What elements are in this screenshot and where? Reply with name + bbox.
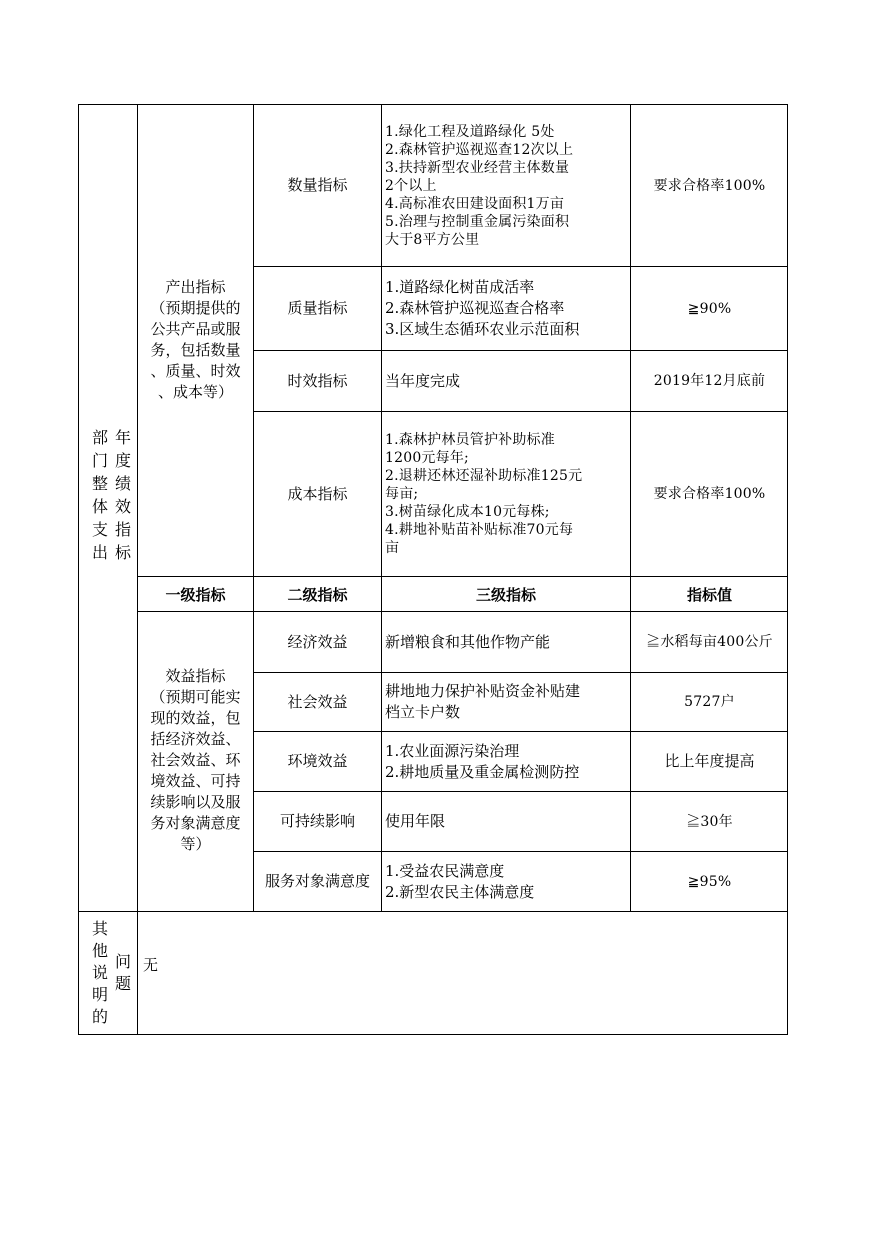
level3-cell: 新增粮食和其他作物产能 [385, 632, 551, 651]
header-level3: 三级指标 [475, 585, 536, 604]
issue-label: 问 题 [114, 952, 131, 993]
other-content: 无 [143, 955, 159, 974]
annual-label: 年 度 绩 效 指 标 [114, 428, 131, 562]
level3-cell: 当年度完成 [385, 371, 461, 390]
value-cell: ≧30年 [686, 813, 733, 830]
header-value: 指标值 [686, 585, 732, 604]
level2-cell: 可持续影响 [279, 812, 355, 830]
level2-cell: 服务对象满意度 [264, 872, 370, 890]
level3-cell: 1.受益农民满意度 2.新型农民主体满意度 [385, 861, 535, 901]
value-cell: 比上年度提高 [664, 752, 755, 770]
output-category: 产出指标 （预期提供的 公共产品或服 务，包括数量 、质量、时效 、成本等） [150, 278, 241, 401]
value-cell: ≧95% [687, 873, 732, 890]
level2-cell: 时效指标 [287, 371, 348, 390]
level2-cell: 成本指标 [287, 484, 348, 503]
value-cell: 2019年12月底前 [653, 373, 766, 389]
level2-cell: 社会效益 [287, 692, 348, 711]
value-cell: 5727户 [684, 694, 735, 710]
level2-cell: 数量指标 [287, 176, 348, 194]
level3-cell: 1.绿化工程及道路绿化 5处 2.森林管护巡视巡查12次以上 3.扶持新型农业经营主体数量 2个以上 4.高标准农田建设面积1万亩 5.治理与控制重金属污染面积 大于8平方公里 [385, 123, 574, 248]
other-label: 其 他 说 明 的 [91, 919, 108, 1026]
header-level1: 一级指标 [165, 585, 226, 604]
value-cell: ≧水稻每亩400公斤 [646, 634, 773, 650]
level3-cell: 1.农业面源污染治理 2.耕地质量及重金属检测防控 [385, 741, 580, 781]
level3-cell: 1.森林护林员管护补助标准 1200元每年; 2.退耕还林还湿补助标准125元 每亩; 3.树苗绿化成本10元每株; 4.耕地补贴苗补贴标准70元每 亩 [385, 432, 583, 556]
value-cell: ≧90% [687, 300, 732, 317]
level2-cell: 环境效益 [287, 752, 348, 770]
level3-cell: 使用年限 [385, 812, 446, 830]
dept-label: 部 门 整 体 支 出 [91, 428, 108, 562]
level2-cell: 质量指标 [287, 299, 348, 317]
level3-cell: 1.道路绿化树苗成活率 2.森林管护巡视巡查合格率 3.区域生态循环农业示范面积 [385, 278, 580, 338]
benefit-category: 效益指标 （预期可能实 现的效益，包 括经济效益、 社会效益、环 境效益、可持 续影响以及服 务对象满意度 等） [150, 666, 241, 853]
header-level2: 二级指标 [287, 585, 348, 604]
level3-cell: 耕地地力保护补贴资金补贴建 档立卡户数 [385, 682, 581, 721]
value-cell: 要求合格率100% [653, 177, 766, 194]
col-divider-other [137, 911, 138, 1035]
value-cell: 要求合格率100% [653, 486, 766, 502]
level2-cell: 经济效益 [287, 632, 348, 651]
